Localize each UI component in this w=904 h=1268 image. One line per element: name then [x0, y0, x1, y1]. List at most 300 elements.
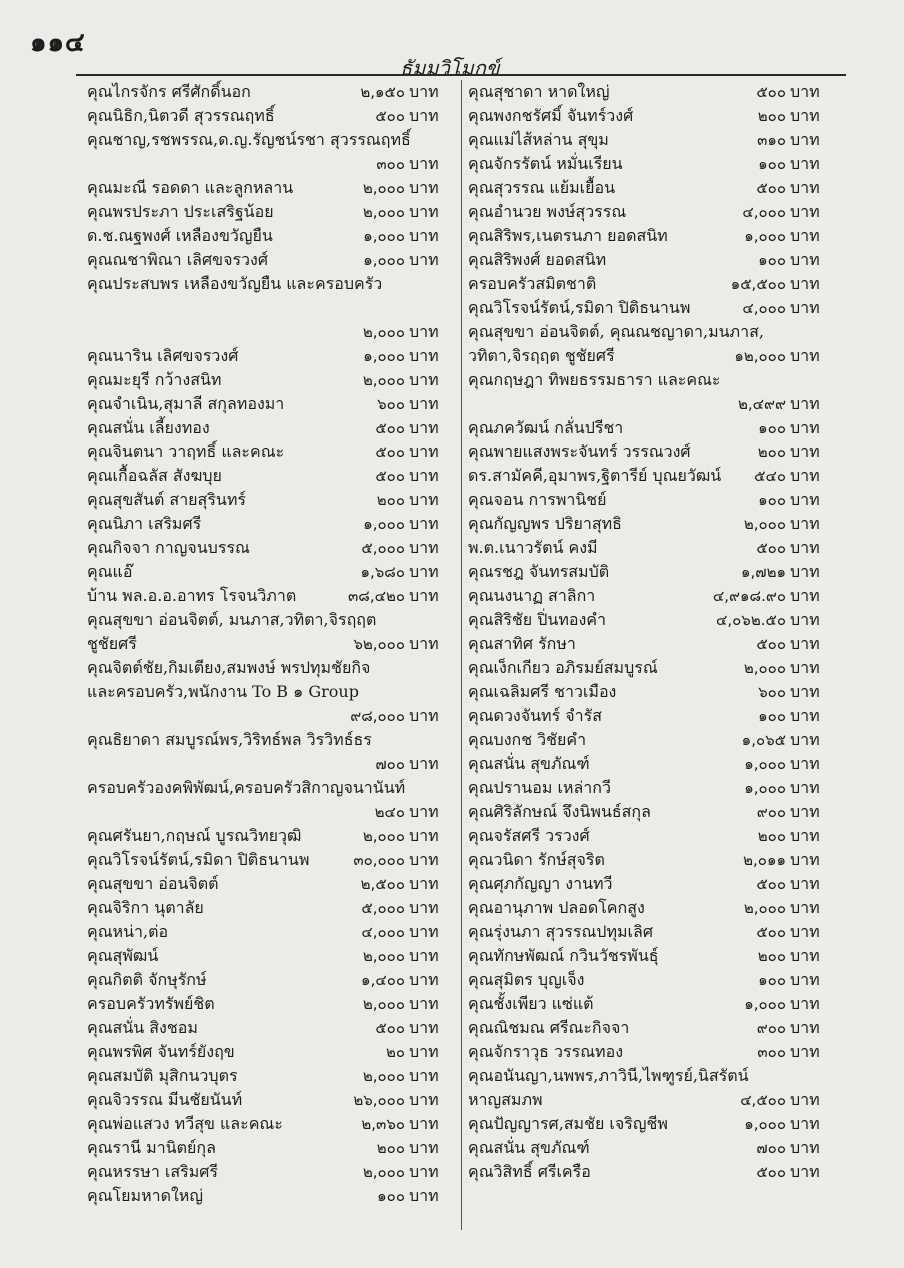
donation-amount: ๕๐๐: [756, 1163, 786, 1181]
currency-unit: บาท: [790, 826, 820, 845]
currency-unit: บาท: [790, 490, 820, 509]
donor-entry: [468, 800, 838, 824]
currency-unit: บาท: [790, 226, 820, 245]
currency-unit: บาท: [409, 874, 439, 893]
donation-amount: ๕,๐๐๐: [361, 539, 405, 557]
donor-name: วทิตา,จิรฤฤต ชูชัยศรี: [468, 346, 615, 365]
donation-amount: ๒,๐๐๐: [743, 515, 786, 533]
donor-name: คุณหน่า,ต่อ: [87, 922, 169, 941]
donor-name: คุณพงกชรัศมิ์ จันทร์วงศ์: [468, 106, 634, 125]
donation-amount: ๑,๐๐๐: [744, 227, 786, 245]
donation-amount: ๒,๐๑๑: [743, 851, 786, 869]
donation-amount: ๑๐๐: [758, 419, 786, 437]
donor-entry: [87, 1064, 457, 1088]
donor-name: คุณประสบพร เหลืองขวัญยืน และครอบครัว: [87, 274, 383, 293]
donor-entry: [87, 536, 457, 560]
currency-unit: บาท: [409, 1114, 439, 1133]
donor-entry: [87, 728, 457, 752]
currency-unit: บาท: [409, 1162, 439, 1181]
donor-name: คุณกิตติ จักษุรักษ์: [87, 970, 207, 989]
donation-amount: ๒,๐๐๐: [362, 1163, 405, 1181]
donation-amount: ๑,๐๐๐: [363, 227, 405, 245]
donor-entry: [468, 80, 838, 104]
column-divider: [461, 80, 462, 1230]
currency-unit: บาท: [790, 658, 820, 677]
donation-amount: ๕๐๐: [756, 539, 786, 557]
currency-unit: บาท: [409, 466, 439, 485]
currency-unit: บาท: [790, 394, 820, 413]
donor-entry: [468, 704, 838, 728]
donation-amount: ๖๒,๐๐๐: [353, 635, 405, 653]
currency-unit: บาท: [409, 970, 439, 989]
currency-unit: บาท: [790, 946, 820, 965]
donation-amount: ๒๐๐: [757, 947, 786, 965]
donor-name: คุณทักษพัฒณ์ กวินวัชรพันธุ์: [468, 946, 659, 965]
currency-unit: บาท: [790, 970, 820, 989]
currency-unit: บาท: [790, 874, 820, 893]
currency-unit: บาท: [790, 1114, 820, 1133]
currency-unit: บาท: [409, 1186, 439, 1205]
donor-name: ดร.สามัคคี,อุมาพร,ฐิตารีย์ บุณยวัฒน์: [468, 466, 722, 485]
donor-entry: [468, 224, 838, 248]
donor-entry: [87, 1184, 457, 1208]
donor-entry: [87, 824, 457, 848]
donor-entry: [468, 656, 838, 680]
donation-amount: ๑๐๐: [377, 1187, 405, 1205]
donor-entry: [468, 776, 838, 800]
donor-name: คุณพ่อแสวง ทวีสุข และคณะ: [87, 1114, 283, 1133]
donor-entry: [468, 392, 838, 416]
donor-name: คุณแม่ไส้หล่าน สุขุม: [468, 130, 609, 149]
donation-amount: ๙๘,๐๐๐: [350, 707, 405, 725]
currency-unit: บาท: [790, 898, 820, 917]
donor-entry: [87, 368, 457, 392]
donor-entry: [468, 128, 838, 152]
donor-entry: [468, 824, 838, 848]
currency-unit: บาท: [790, 1138, 820, 1157]
currency-unit: บาท: [409, 634, 439, 653]
donor-entry: [468, 416, 838, 440]
donor-name: คุณสนั่น สุขภัณฑ์: [468, 1138, 590, 1157]
donor-name: คุณสุมิตร บุญเจ็ง: [468, 970, 585, 989]
donor-name: คุณจินตนา วาฤทธิ์ และคณะ: [87, 442, 285, 461]
donor-entry: [87, 584, 457, 608]
donor-name: คุณสุขขา อ่อนจิตต์, มนภาส,วทิตา,จิรฤฤต: [87, 610, 377, 629]
donor-entry: [87, 920, 457, 944]
donation-amount: ๒,๐๐๐: [362, 323, 405, 341]
donation-amount: ๒,๕๐๐: [360, 875, 405, 893]
donor-name: คุณศิริลักษณ์ จึงนิพนธ์สกุล: [468, 802, 651, 821]
donation-amount: ๑,๐๖๕: [741, 731, 786, 749]
donor-name: คุณสุขขา อ่อนจิตต์, คุณณชญาดา,มนภาส,: [468, 322, 764, 341]
donor-name: คุณสุขสันต์ สายสุรินทร์: [87, 490, 246, 509]
donor-entry: [468, 680, 838, 704]
donor-entry: [87, 272, 457, 296]
currency-unit: บาท: [409, 898, 439, 917]
donor-name: คุณสิริพงศ์ ยอดสนิท: [468, 250, 607, 269]
donor-name: คุณจำเนิน,สุมาลี สกุลทองมา: [87, 394, 285, 413]
currency-unit: บาท: [790, 1018, 820, 1037]
donation-amount: ๔,๐๐๐: [742, 203, 786, 221]
currency-unit: บาท: [409, 562, 439, 581]
donation-amount: ๒๐๐: [376, 1139, 405, 1157]
donor-entry: [468, 968, 838, 992]
currency-unit: บาท: [409, 706, 439, 725]
donation-amount: ๕๐๐: [756, 83, 786, 101]
donor-name: ครอบครัวทรัพย์ชิต: [87, 994, 215, 1013]
currency-unit: บาท: [790, 178, 820, 197]
donor-entry: [468, 944, 838, 968]
donation-amount: ๔,๐๐๐: [742, 299, 786, 317]
donor-name: คุณกิจจา กาญจนบรรณ: [87, 538, 250, 557]
donor-name: คุณรานี มานิตย์กุล: [87, 1138, 216, 1157]
donation-amount: ๑๐๐: [758, 971, 786, 989]
donor-name: หาญสมภพ: [468, 1090, 543, 1109]
donation-amount: ๒,๔๙๙: [738, 395, 786, 413]
donor-entry: [468, 104, 838, 128]
currency-unit: บาท: [790, 634, 820, 653]
donor-entry: [468, 536, 838, 560]
donation-amount: ๔,๕๐๐: [740, 1091, 786, 1109]
donation-amount: ๒๔๐: [374, 803, 405, 821]
currency-unit: บาท: [409, 1066, 439, 1085]
donation-amount: ๑,๐๐๐: [744, 779, 786, 797]
donor-name: คุณภควัฒน์ กลั่นปรีชา: [468, 418, 624, 437]
donation-amount: ๒,๐๐๐: [362, 203, 405, 221]
donor-name: คุณสิริชัย ปิ่นทองคำ: [468, 610, 606, 629]
donor-entry: [87, 632, 457, 656]
donation-amount: ๕๐๐: [375, 107, 405, 125]
donor-name: คุณสมบัติ มุสิกนวบุตร: [87, 1066, 238, 1085]
currency-unit: บาท: [409, 106, 439, 125]
donation-amount: ๒๐๐: [757, 827, 786, 845]
currency-unit: บาท: [409, 82, 439, 101]
donor-entry: [87, 872, 457, 896]
donation-amount: ๒,๐๐๐: [362, 827, 405, 845]
donor-entry: [87, 968, 457, 992]
donation-amount: ๒๐: [385, 1043, 405, 1061]
donor-entry: [87, 1040, 457, 1064]
donation-amount: ๖๐๐: [758, 683, 786, 701]
donation-amount: ๕๐๐: [375, 443, 405, 461]
currency-unit: บาท: [790, 682, 820, 701]
donation-amount: ๑,๐๐๐: [744, 995, 786, 1013]
currency-unit: บาท: [790, 538, 820, 557]
header-rule: [76, 74, 846, 76]
donor-entry: [468, 272, 838, 296]
donation-amount: ๑๐๐: [758, 155, 786, 173]
donor-entry: [468, 296, 838, 320]
donor-entry: [87, 656, 457, 680]
donor-entry: [468, 1088, 838, 1112]
currency-unit: บาท: [790, 514, 820, 533]
donor-name: คุณไกรจักร ศรีศักดิ์นอก: [87, 82, 251, 101]
donor-name: คุณอนันญา,นพพร,ภาวินี,ไพฑูรย์,นิสรัตน์: [468, 1066, 749, 1085]
currency-unit: บาท: [409, 418, 439, 437]
donor-entry: [87, 1112, 457, 1136]
donation-amount: ๔,๐๖๒.๕๐: [716, 611, 786, 629]
donation-amount: ๑,๖๘๐: [360, 563, 405, 581]
donor-entry: [468, 368, 838, 392]
left-column: [87, 80, 457, 1208]
donor-name: คุณปรานอม เหล่ากวี: [468, 778, 611, 797]
donor-entry: [87, 128, 457, 152]
currency-unit: บาท: [409, 202, 439, 221]
donor-entry: [468, 1160, 838, 1184]
right-column: [468, 80, 838, 1184]
donor-entry: [87, 1088, 457, 1112]
donation-amount: ๒,๓๖๐: [361, 1115, 405, 1133]
donation-amount: ๕๐๐: [756, 923, 786, 941]
donor-name: คุณจักราวุธ วรรณทอง: [468, 1042, 624, 1061]
donation-amount: ๒,๐๐๐: [362, 947, 405, 965]
donation-amount: ๙๐๐: [756, 803, 786, 821]
donor-name: คุณจิตต์ชัย,กิมเตียง,สมพงษ์ พรปทุมชัยกิจ: [87, 658, 371, 677]
donor-name: คุณชาญ,รชพรรณ,ด.ญ.รัญชน์รชา สุวรรณฤทธิ์: [87, 130, 411, 149]
donation-amount: ๓๐,๐๐๐: [353, 851, 405, 869]
donation-amount: ๑,๗๒๑: [741, 563, 786, 581]
donor-entry: [87, 944, 457, 968]
donation-amount: ๑,๐๐๐: [363, 515, 405, 533]
donation-amount: ๓๘,๔๒๐: [348, 587, 405, 605]
donor-name: คุณวนิดา รักษ์สุจริต: [468, 850, 605, 869]
donor-entry: [87, 1016, 457, 1040]
page-number: ๑๑๔: [30, 28, 86, 58]
donation-amount: ๒๖,๐๐๐: [353, 1091, 405, 1109]
currency-unit: บาท: [409, 922, 439, 941]
donor-entry: [87, 704, 457, 728]
donor-entry: [87, 440, 457, 464]
donation-amount: ๖๐๐: [377, 395, 405, 413]
currency-unit: บาท: [409, 826, 439, 845]
donor-name: คุณรุ่งนภา สุวรรณปทุมเลิศ: [468, 922, 653, 941]
donation-amount: ๑,๐๐๐: [363, 251, 405, 269]
donation-amount: ๗๐๐: [375, 755, 405, 773]
donation-amount: ๕๐๐: [375, 419, 405, 437]
donor-entry: [468, 488, 838, 512]
donor-name: คุณมะยุรี กว้างสนิท: [87, 370, 222, 389]
donor-name: คุณจอน การพานิชย์: [468, 490, 607, 509]
donor-entry: [87, 680, 457, 704]
donor-name: คุณพรประภา ประเสริฐน้อย: [87, 202, 274, 221]
donor-entry: [87, 560, 457, 584]
donation-amount: ๒๐๐: [757, 443, 786, 461]
currency-unit: บาท: [790, 466, 820, 485]
donor-name: คุณรชฎ จันทรสมบัติ: [468, 562, 610, 581]
donor-entry: [87, 848, 457, 872]
donation-amount: ๑,๐๐๐: [744, 1115, 786, 1133]
donor-entry: [87, 464, 457, 488]
donor-entry: [468, 728, 838, 752]
donor-entry: [468, 152, 838, 176]
currency-unit: บาท: [790, 346, 820, 365]
donation-amount: ๑๒,๐๐๐: [734, 347, 786, 365]
donor-entry: [468, 872, 838, 896]
currency-unit: บาท: [409, 490, 439, 509]
currency-unit: บาท: [790, 706, 820, 725]
donation-amount: ๒,๐๐๐: [362, 179, 405, 197]
currency-unit: บาท: [790, 130, 820, 149]
donor-entry: [87, 992, 457, 1016]
donor-entry: [87, 104, 457, 128]
donor-entry: [468, 440, 838, 464]
donor-entry: [468, 200, 838, 224]
donor-entry: [87, 152, 457, 176]
donor-entry: [87, 416, 457, 440]
donor-name: ด.ช.ณฐพงศ์ เหลืองขวัญยืน: [87, 226, 273, 245]
currency-unit: บาท: [409, 586, 439, 605]
currency-unit: บาท: [790, 730, 820, 749]
donor-entry: [87, 248, 457, 272]
donor-name: คุณสุชาดา หาดใหญ่: [468, 82, 610, 101]
currency-unit: บาท: [409, 442, 439, 461]
donor-entry: [87, 776, 457, 800]
donor-entry: [468, 608, 838, 632]
currency-unit: บาท: [409, 178, 439, 197]
donor-entry: [87, 1160, 457, 1184]
donor-name: คุณนิธิก,นิตวดี สุวรรณฤทธิ์: [87, 106, 275, 125]
currency-unit: บาท: [790, 274, 820, 293]
donor-entry: [468, 1112, 838, 1136]
donor-entry: [87, 800, 457, 824]
donor-name: คุณหรรษา เสริมศรี: [87, 1162, 219, 1181]
currency-unit: บาท: [409, 1090, 439, 1109]
donor-name: คุณศรันยา,กฤษณ์ บูรณวิทยวุฒิ: [87, 826, 302, 845]
donor-entry: [87, 344, 457, 368]
donor-entry: [468, 1040, 838, 1064]
donation-amount: ๓๐๐: [376, 155, 405, 173]
donor-name: คุณณิชมณ ศรีณะกิจจา: [468, 1018, 630, 1037]
currency-unit: บาท: [790, 586, 820, 605]
donation-amount: ๔,๐๐๐: [361, 923, 405, 941]
donation-amount: ๕๔๐: [754, 467, 786, 485]
donor-entry: [87, 200, 457, 224]
donor-name: คุณวิโรจน์รัตน์,รมิดา ปิติธนานพ: [87, 850, 310, 869]
donation-amount: ๗๐๐: [756, 1139, 786, 1157]
donor-name: คุณกฤษฎา ทิพยธรรมธารา และคณะ: [468, 370, 721, 389]
donor-entry: [468, 920, 838, 944]
donor-name: คุณพายแสงพระจันทร์ วรรณวงศ์: [468, 442, 691, 461]
currency-unit: บาท: [409, 346, 439, 365]
currency-unit: บาท: [790, 802, 820, 821]
donor-name: คุณณชาพิณา เลิศขจรวงศ์: [87, 250, 268, 269]
donor-name: คุณนิภา เสริมศรี: [87, 514, 202, 533]
currency-unit: บาท: [790, 778, 820, 797]
donor-name: ครอบครัวสมิตชาติ: [468, 274, 597, 293]
donor-name: คุณสุวรรณ แย้มเยื้อน: [468, 178, 616, 197]
donor-name: คุณมะณี รอดดา และลูกหลาน: [87, 178, 294, 197]
currency-unit: บาท: [409, 250, 439, 269]
currency-unit: บาท: [409, 754, 439, 773]
donation-amount: ๑๐๐: [758, 251, 786, 269]
donation-amount: ๒,๐๐๐: [743, 899, 786, 917]
currency-unit: บาท: [790, 562, 820, 581]
donation-amount: ๑๐๐: [758, 707, 786, 725]
donation-amount: ๒,๐๐๐: [362, 371, 405, 389]
donor-name: คุณจิวรรณ มีนชัยนันท์: [87, 1090, 243, 1109]
donor-name: คุณอำนวย พงษ์สุวรรณ: [468, 202, 627, 221]
donor-entry: [468, 1064, 838, 1088]
currency-unit: บาท: [409, 538, 439, 557]
currency-unit: บาท: [790, 106, 820, 125]
donor-name: ชูชัยศรี: [87, 634, 137, 653]
currency-unit: บาท: [409, 994, 439, 1013]
donor-entry: [468, 320, 838, 344]
donor-name: คุณจรัสศรี วรวงศ์: [468, 826, 590, 845]
donation-amount: ๓๑๐: [757, 131, 786, 149]
donor-entry: [87, 224, 457, 248]
donor-name: คุณแอ๊: [87, 562, 133, 581]
donor-entry: [87, 512, 457, 536]
donor-entry: [468, 848, 838, 872]
currency-unit: บาท: [790, 250, 820, 269]
donation-amount: ๒๐๐: [376, 491, 405, 509]
currency-unit: บาท: [409, 802, 439, 821]
donation-amount: ๒,๐๐๐: [362, 1067, 405, 1085]
donor-entry: [468, 512, 838, 536]
donor-entry: [468, 176, 838, 200]
donor-name: คุณเฉลิมศรี ชาวเมือง: [468, 682, 617, 701]
donor-name: คุณวิสิทธิ์ ศรีเครือ: [468, 1162, 591, 1181]
donation-amount: ๕,๐๐๐: [361, 899, 405, 917]
donor-name: คุณนงนาฏ สาลิกา: [468, 586, 596, 605]
currency-unit: บาท: [790, 202, 820, 221]
currency-unit: บาท: [790, 610, 820, 629]
currency-unit: บาท: [790, 1042, 820, 1061]
currency-unit: บาท: [409, 1042, 439, 1061]
donation-amount: ๕๐๐: [756, 635, 786, 653]
donation-amount: ๒,๑๕๐: [360, 83, 405, 101]
donor-name: คุณปัญญารศ,สมชัย เจริญชีพ: [468, 1114, 668, 1133]
currency-unit: บาท: [790, 1090, 820, 1109]
currency-unit: บาท: [790, 154, 820, 173]
donor-entry: [87, 896, 457, 920]
donor-entry: [468, 752, 838, 776]
donor-name: คุณอานุภาพ ปลอดโคกสูง: [468, 898, 645, 917]
donation-amount: ๓๐๐: [757, 1043, 786, 1061]
donor-name: ครอบครัวองคพิพัฒน์,ครอบครัวสิกาญจนานันท์: [87, 778, 406, 797]
donor-name: คุณพรพิศ จันทร์ยังฤข: [87, 1042, 235, 1061]
donor-entry: [468, 560, 838, 584]
currency-unit: บาท: [790, 850, 820, 869]
donor-name: คุณสาทิศ รักษา: [468, 634, 576, 653]
donor-name: คุณเง็กเกียว อภิรมย์สมบูรณ์: [468, 658, 658, 677]
donation-amount: ๔,๙๑๘.๙๐: [712, 587, 786, 605]
donor-entry: [468, 248, 838, 272]
donation-amount: ๕๐๐: [756, 875, 786, 893]
donor-entry: [87, 296, 457, 344]
donor-entry: [87, 392, 457, 416]
running-title: ธัมมวิโมกข์: [400, 56, 500, 80]
donation-amount: ๑,๔๐๐: [361, 971, 405, 989]
currency-unit: บาท: [409, 1018, 439, 1037]
donor-entry: [468, 632, 838, 656]
donation-amount: ๑,๐๐๐: [363, 347, 405, 365]
donation-amount: ๒,๐๐๐: [362, 995, 405, 1013]
donation-amount: ๕๐๐: [756, 179, 786, 197]
donor-name: คุณบงกช วิชัยคำ: [468, 730, 587, 749]
donor-name: และครอบครัว,พนักงาน To B ๑ Group: [87, 682, 359, 701]
donor-entry: [468, 896, 838, 920]
donor-entry: [87, 752, 457, 776]
donor-name: คุณสุพัฒน์: [87, 946, 159, 965]
currency-unit: บาท: [409, 850, 439, 869]
donor-name: คุณดวงจันทร์ จำรัส: [468, 706, 602, 725]
donation-amount: ๒๐๐: [757, 107, 786, 125]
currency-unit: บาท: [409, 154, 439, 173]
currency-unit: บาท: [790, 298, 820, 317]
donor-name: บ้าน พล.อ.อ.อาทร โรจนวิภาต: [87, 586, 297, 605]
